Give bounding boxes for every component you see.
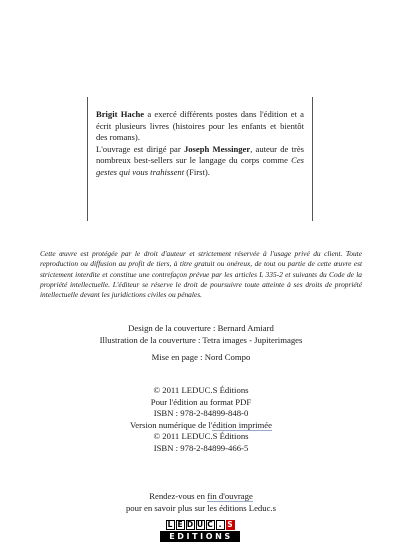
edition-info-block	[40, 385, 362, 454]
end-of-book-link[interactable]: fin d'ouvrage	[207, 491, 253, 501]
logo-letter-accent: S	[227, 520, 233, 529]
footer-block	[40, 491, 362, 514]
logo-letter: U	[196, 520, 204, 529]
footer-prefix: Rendez-vous en	[149, 491, 208, 501]
book-title: Ces gestes qui vous trahissent	[96, 155, 304, 177]
copyright-pdf: © 2011 LEDUC.S Éditions	[153, 385, 249, 395]
logo-letters	[160, 520, 240, 531]
logo-letter: E	[177, 520, 183, 529]
digital-version-line	[40, 420, 362, 432]
author-name: Brigit Hache	[96, 109, 145, 119]
copyright-notice: Cette œuvre est protégée par le droit d'auteur et strictement réservée à l'usage privé du client. Toute reproduction ou diffusion au profit de tiers, à titre gratuit ou onéreux, de tout ou partie de cette œuvre est strictement interdite et constitue une contrefaçon prévue par les articles L 335-2 et suivants du Code de la propriété intellectuelle. L'éditeur se réserve le droit de poursuivre toute atteinte à ses droits de propriété intellectuelle devant les juridictions civiles ou pénales.	[40, 249, 362, 300]
director-intro: L'ouvrage est dirigé par	[96, 143, 184, 154]
logo-letter: C	[207, 520, 213, 529]
pdf-format-label: Pour l'édition au format PDF	[150, 396, 252, 407]
author-bio-text: a exercé différents postes dans l'édition et a écrit plusieurs livres (histoires pour les enfants et bientôt des romans).	[96, 109, 304, 143]
footer-line-2: pour en savoir plus sur les éditions Leduc.s	[125, 502, 277, 513]
logo-letter: .	[216, 520, 225, 530]
leducs-logo	[160, 520, 240, 542]
layout-credit: Mise en page : Nord Compo	[151, 352, 251, 362]
director-bio	[96, 144, 304, 179]
printed-edition-link[interactable]: édition imprimée	[212, 419, 272, 430]
book-publisher: (First).	[184, 166, 210, 177]
logo-letter: L	[166, 520, 175, 530]
credits-block	[40, 323, 362, 364]
director-bio-text: , auteur de très nombreux best-sellers sur le langage du corps comme	[96, 143, 304, 166]
logo-subtitle: EDITIONS	[160, 531, 240, 542]
copyright-print: © 2011 LEDUC.S Éditions	[153, 431, 249, 441]
cover-design-credit: Design de la couverture : Bernard Amiard	[128, 323, 274, 333]
digital-version-prefix: Version numérique de l'	[130, 419, 213, 430]
author-bio	[96, 109, 304, 144]
isbn-print: ISBN : 978-2-84899-466-5	[153, 442, 249, 453]
logo-letter: D	[186, 520, 194, 529]
isbn-pdf: ISBN : 978-2-84899-848-0	[153, 408, 249, 418]
author-bio-box	[87, 97, 313, 221]
footer-line-1	[40, 491, 362, 503]
director-name: Joseph Messinger	[183, 143, 251, 154]
cover-illustration-credit: Illustration de la couverture : Tetra images - Jupiterimages	[99, 334, 303, 345]
